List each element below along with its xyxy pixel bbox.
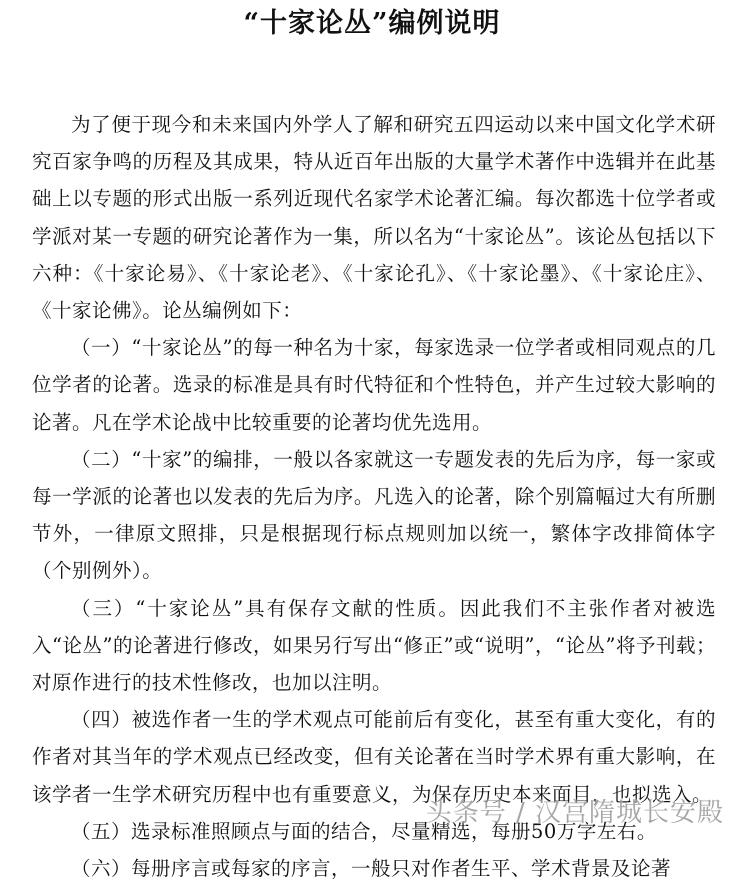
paragraph-intro: 为了便于现今和未来国内外学人了解和研究五四运动以来中国文化学术研究百家争鸣的历程及其成果，特从近百年出版的大量学术著作中选辑并在此基础上以专题的形式出版一系列近现代名家学术论著汇编。每次都选十位学者或学派对某一专题的研究论著作为一集，所以名为“十家论丛”。该论丛包括以下六种：《十家论易》、《十家论老》、《十家论孔》、《十家论墨》、《十家论庄》、《十家论佛》。论丛编例如下：	[32, 113, 716, 323]
document-body	[32, 106, 716, 887]
paragraph-rule-5: （五）选录标准照顾点与面的结合，尽量精选，每册50万字左右。	[71, 819, 657, 843]
paragraph-rule-4: （四）被选作者一生的学术观点可能前后有变化，甚至有重大变化，有的作者对其当年的学术观点已经改变，但有关论著在当时学术界有重大影响，在该学者一生学术研究历程中也有重要意义，为保存历史本来面目，也拟选入。	[32, 708, 716, 806]
paragraph-rule-6: （六）每册序言或每家的序言，一般只对作者生平、学术背景及论著	[71, 857, 672, 881]
source-watermark: 头条号 / 汉宫隋城长安殿	[425, 798, 724, 828]
page-title: “十家论丛”编例说明	[243, 8, 501, 39]
paragraph-rule-1: （一）“十家论丛”的每一种名为十家，每家选录一位学者或相同观点的几位学者的论著。选录的标准是具有时代特征和个性特色，并产生过较大影响的论著。凡在学术论战中比较重要的论著均优先选用。	[32, 336, 716, 434]
paragraph-rule-2: （二）“十家”的编排，一般以各家就这一专题发表的先后为序，每一家或每一学派的论著也以发表的先后为序。凡选入的论著，除个别篇幅过大有所删节外，一律原文照排，只是根据现行标点规则加以统一，繁体字改排简体字（个别例外）。	[32, 447, 716, 583]
paragraph-rule-3: （三）“十家论丛”具有保存文献的性质。因此我们不主张作者对被选入“论丛”的论著进行修改，如果另行写出“修正”或“说明”，“论丛”将予刊载；对原作进行的技术性修改，也加以注明。	[32, 596, 716, 695]
